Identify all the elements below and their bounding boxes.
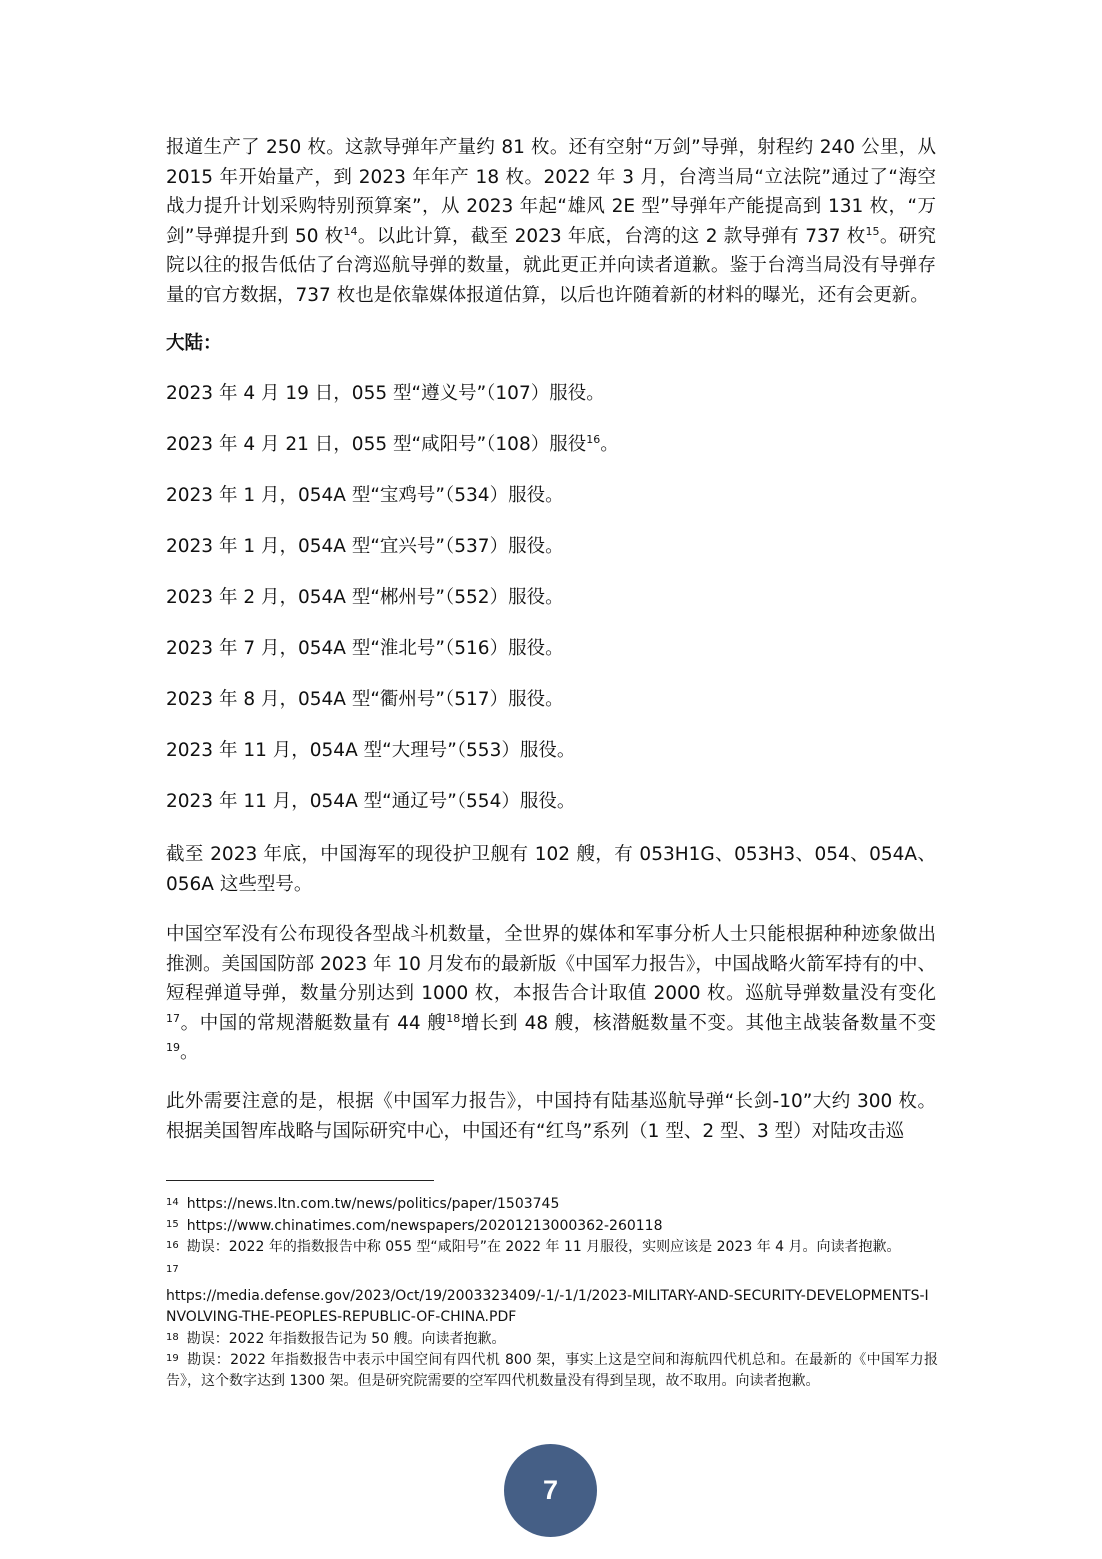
commission-line-6: 2023 年 7 月，054A 型“淮北号”（516）服役。 — [166, 638, 564, 659]
footnote-ref-19[interactable]: 19 — [166, 1041, 180, 1054]
paragraph-frigates: 截至 2023 年底，中国海军的现役护卫舰有 102 艘，有 053H1G、053H3、054、054A、056A 这些型号。 — [166, 844, 936, 895]
commission-line-2: 2023 年 4 月 21 日，055 型“咸阳号”（108）服役$^{16}$。 — [166, 433, 619, 455]
paragraph-cruise-missiles: 此外需要注意的是，根据《中国军力报告》，中国持有陆基巡航导弹“长剑-10”大约 300 枚。根据美国智库战略与国际研究中心，中国还有“红鸟”系列（1 型、2 型、3 型）对陆攻击巡 — [166, 1091, 936, 1142]
commission-line-3: 2023 年 1 月，054A 型“宝鸡号”（534）服役。 — [166, 485, 564, 506]
footnote-divider — [166, 1180, 434, 1181]
page-number-badge — [504, 1444, 597, 1537]
footnote-19: $^{19}$ 勘误：2022 年指数报告中表示中国空间有四代机 800 架，事实上这是空间和海航四代机总和。在最新的《中国军力报告》，这个数字达到 1300 架。但是研究院需要的空军四代机数量没有得到呈现，故不取用。向读者抱歉。 — [166, 1352, 938, 1389]
footnote-17[interactable]: https://media.defense.gov/2023/Oct/19/2003323409/-1/-1/1/2023-MILITARY-AND-SECURITY-DEVELOPMENTS-INVOLVING-THE-PEOPLES-REPUBLIC-OF-CHINA.PDF — [166, 1288, 929, 1325]
commission-line-5: 2023 年 2 月，054A 型“郴州号”（552）服役。 — [166, 587, 564, 608]
page-number: 7 — [542, 1475, 559, 1505]
footnote-ref-15[interactable]: 15 — [865, 224, 880, 238]
footnote-ref-16[interactable]: 16 — [586, 433, 601, 446]
footnote-17-number: 17 — [166, 1263, 179, 1275]
commission-line-8: 2023 年 11 月，054A 型“大理号”（553）服役。 — [166, 740, 576, 761]
commission-line-1: 2023 年 4 月 19 日，055 型“遵义号”（107）服役。 — [166, 383, 605, 404]
paragraph-air-force: 中国空军没有公布现役各型战斗机数量，全世界的媒体和军事分析人士只能根据种种迹象做出推测。美国国防部 2023 年 10 月发布的最新版《中国军力报告》，中国战略火箭军持有的中、短程弹道导弹，数量分别达到 1000 枚，本报告合计取值 2000 枚。巡航导弹数量没有变化$^{17}$。中国的常规潜艇数量有 44 艘$^{18}$增长到 48 艘，核潜艇数量不变。其他主战装备数量不变$^{19}$。 — [166, 924, 936, 1063]
footnote-15[interactable]: $^{15}$ https://www.chinatimes.com/newspapers/20201213000362-260118 — [166, 1217, 663, 1234]
footnote-ref-18[interactable]: 18 — [446, 1011, 461, 1025]
commission-line-7: 2023 年 8 月，054A 型“衢州号”（517）服役。 — [166, 689, 564, 710]
commission-line-4: 2023 年 1 月，054A 型“宜兴号”（537）服役。 — [166, 536, 564, 557]
section-heading-mainland: 大陆： — [166, 333, 222, 354]
footnote-18: $^{18}$ 勘误：2022 年指数报告记为 50 艘。向读者抱歉。 — [166, 1330, 506, 1347]
footnote-ref-17[interactable]: 17 — [166, 1011, 180, 1025]
footnotes — [166, 1193, 938, 1391]
commission-line-9: 2023 年 11 月，054A 型“通辽号”（554）服役。 — [166, 791, 576, 812]
paragraph-taiwan-missiles: 报道生产了 250 枚。这款导弹年产量约 81 枚。还有空射“万剑”导弹，射程约 240 公里，从 2015 年开始量产，到 2023 年年产 18 枚。2022 年 3 月，台湾当局“立法院”通过了“海空战力提升计划采购特别预算案”，从 2023 年起“雄风 2E 型”导弹年产能提高到 131 枚，“万剑”导弹提升到 50 枚$^{14}$。以此计算，截至 2023 年底，台湾的这 2 款导弹有 737 枚$^{15}$。研究院以往的报告低估了台湾巡航导弹的数量，就此更正并向读者道歉。鉴于台湾当局没有导弹存量的官方数据，737 枚也是依靠媒体报道估算，以后也许随着新的材料的曝光，还有会更新。 — [166, 137, 936, 306]
footnote-16: $^{16}$ 勘误：2022 年的指数报告中称 055 型“咸阳号”在 2022 年 11 月服役，实则应该是 2023 年 4 月。向读者抱歉。 — [166, 1239, 901, 1256]
footnote-ref-14[interactable]: 14 — [343, 224, 358, 238]
footnote-14[interactable]: $^{14}$ https://news.ltn.com.tw/news/politics/paper/1503745 — [166, 1196, 560, 1212]
